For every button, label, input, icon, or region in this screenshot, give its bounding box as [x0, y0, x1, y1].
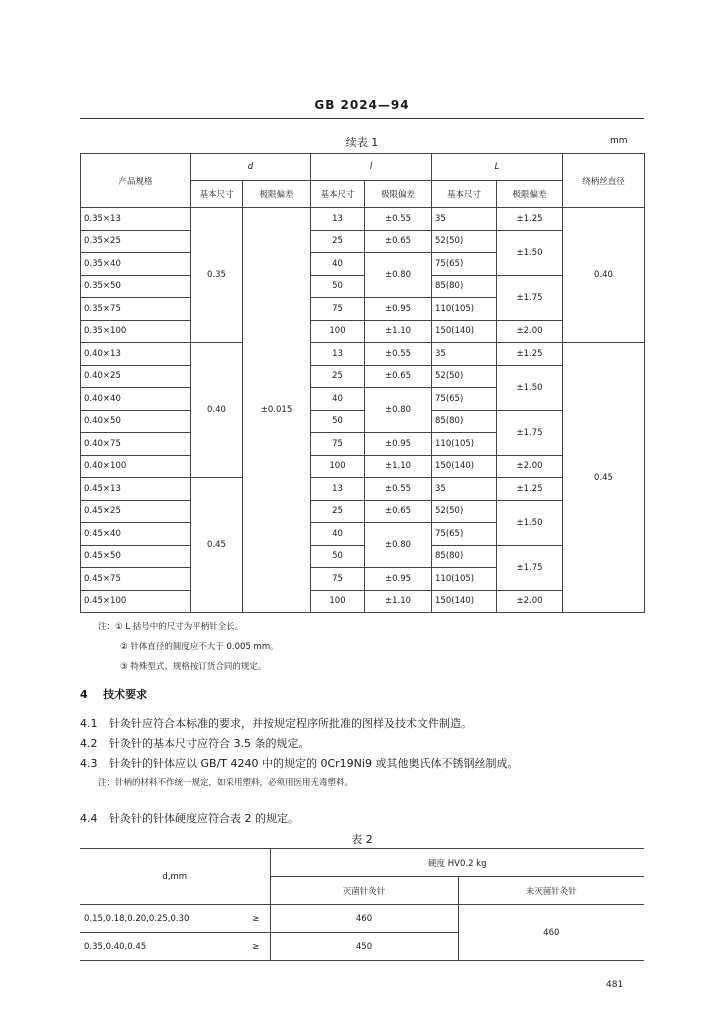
l-nominal-cell: 100: [311, 320, 365, 343]
L-nominal-cell: 75(65): [432, 523, 497, 546]
spec-cell: 0.40×100: [81, 455, 191, 478]
L-nominal-cell: 110(105): [432, 298, 497, 321]
col-nonsterile: 未灭菌针灸针: [458, 877, 644, 905]
col-L: L: [432, 154, 563, 181]
L-tol-cell: ±1.75: [497, 275, 563, 320]
clause-4-4: [80, 810, 299, 826]
l-tol-cell: ±0.65: [365, 500, 432, 523]
L-nominal-cell: 150(140): [432, 590, 497, 613]
spec-cell: 0.45×100: [81, 590, 191, 613]
L-nominal-cell: 52(50): [432, 500, 497, 523]
spec-cell: 0.45×25: [81, 500, 191, 523]
spec-cell: 0.40×50: [81, 410, 191, 433]
table-row: [81, 320, 645, 343]
L-tol-cell: ±1.25: [497, 208, 563, 231]
spec-cell: 0.45×75: [81, 568, 191, 591]
spec-cell: 0.40×75: [81, 433, 191, 456]
section-title: 技术要求: [103, 688, 148, 701]
l-nominal-cell: 25: [311, 500, 365, 523]
header-rule: [80, 118, 644, 119]
d-tolerance-cell: ±0.015: [243, 208, 311, 613]
table-row: [81, 590, 645, 613]
note-item: ③ 特殊型式、规格按订货合同的规定。: [120, 662, 267, 672]
l-tol-cell: ±0.65: [365, 230, 432, 253]
l-tol-cell: ±0.80: [365, 523, 432, 568]
l-nominal-cell: 13: [311, 478, 365, 501]
clause-number: 4.2: [80, 737, 98, 750]
l-tol-cell: ±0.80: [365, 253, 432, 298]
clause-text: 针灸针的针体应以 GB/T 4240 中的规定的 0Cr19Ni9 或其他奥氏体不锈钢丝制成。: [109, 757, 519, 770]
col-l-tolerance: 极限偏差: [365, 181, 432, 208]
table-row: [81, 275, 645, 298]
clause-number: 4.3: [80, 757, 98, 770]
clause-text: 针灸针应符合本标准的要求，并按规定程序所批准的图样及技术文件制造。: [109, 717, 472, 730]
col-d-mm: d,mm: [80, 849, 270, 905]
sterile-value-cell: 450: [270, 933, 458, 961]
L-nominal-cell: 85(80): [432, 275, 497, 298]
table-row: [81, 545, 645, 568]
clause-text: 针灸针的基本尺寸应符合 3.5 条的规定。: [109, 737, 310, 750]
clause-4-1: [80, 715, 472, 731]
col-l: l: [311, 154, 432, 181]
clause-text: 针灸针的针体硬度应符合表 2 的规定。: [109, 812, 299, 825]
l-nominal-cell: 50: [311, 545, 365, 568]
l-tol-cell: ±0.95: [365, 433, 432, 456]
spec-table: [80, 153, 645, 613]
spec-cell: 0.35×25: [81, 230, 191, 253]
hardness-table: [80, 848, 644, 961]
col-sterile: 灭菌针灸针: [270, 877, 458, 905]
l-nominal-cell: 75: [311, 433, 365, 456]
notes-prefix: 注：: [98, 622, 116, 632]
l-nominal-cell: 75: [311, 298, 365, 321]
L-nominal-cell: 150(140): [432, 455, 497, 478]
spec-cell: 0.35×75: [81, 298, 191, 321]
col-hardness: 硬度 HV0.2 kg: [270, 849, 644, 877]
section-number: 4: [80, 688, 88, 701]
table-row: [81, 208, 645, 231]
l-nominal-cell: 50: [311, 410, 365, 433]
L-nominal-cell: 75(65): [432, 388, 497, 411]
page-number: 481: [606, 980, 624, 990]
spec-cell: 0.35×40: [81, 253, 191, 276]
col-handle-wire: 绕柄丝直径: [563, 154, 645, 208]
col-L-nominal: 基本尺寸: [432, 181, 497, 208]
sterile-value-cell: 460: [270, 905, 458, 933]
d-nominal-cell: 0.35: [191, 208, 243, 343]
clause-4-2: [80, 735, 310, 751]
notes-block: [98, 620, 279, 680]
L-nominal-cell: 35: [432, 343, 497, 366]
col-d-tolerance: 极限偏差: [243, 181, 311, 208]
table-row: [80, 905, 644, 933]
l-nominal-cell: 100: [311, 590, 365, 613]
L-nominal-cell: 110(105): [432, 568, 497, 591]
d-nominal-cell: 0.40: [191, 343, 243, 478]
clause-4-3: [80, 755, 518, 771]
table-row: [81, 343, 645, 366]
handle-wire-cell: 0.40: [563, 208, 645, 343]
nonsterile-value-cell: 460: [458, 905, 644, 961]
spec-cell: 0.45×50: [81, 545, 191, 568]
l-nominal-cell: 40: [311, 253, 365, 276]
note-item: ① L 括号中的尺寸为平柄针全长。: [115, 622, 244, 632]
section-heading: [80, 686, 147, 702]
table1-unit: mm: [610, 136, 628, 146]
l-nominal-cell: 13: [311, 208, 365, 231]
table-row: [81, 365, 645, 388]
L-tol-cell: ±1.25: [497, 343, 563, 366]
L-tol-cell: ±1.75: [497, 410, 563, 455]
l-nominal-cell: 75: [311, 568, 365, 591]
col-l-nominal: 基本尺寸: [311, 181, 365, 208]
l-nominal-cell: 100: [311, 455, 365, 478]
l-tol-cell: ±0.95: [365, 568, 432, 591]
operator-cell: ≥: [242, 905, 270, 933]
table-row: [81, 455, 645, 478]
clause-number: 4.4: [80, 812, 98, 825]
L-nominal-cell: 52(50): [432, 230, 497, 253]
L-nominal-cell: 110(105): [432, 433, 497, 456]
l-nominal-cell: 25: [311, 230, 365, 253]
diameter-cell: 0.35,0.40,0.45: [80, 933, 242, 961]
table-row: [81, 230, 645, 253]
L-nominal-cell: 75(65): [432, 253, 497, 276]
L-tol-cell: ±1.50: [497, 500, 563, 545]
L-nominal-cell: 52(50): [432, 365, 497, 388]
L-nominal-cell: 35: [432, 478, 497, 501]
l-tol-cell: ±0.55: [365, 208, 432, 231]
spec-cell: 0.35×50: [81, 275, 191, 298]
l-nominal-cell: 50: [311, 275, 365, 298]
l-nominal-cell: 13: [311, 343, 365, 366]
clause-4-3-note: 注：针柄的材料不作统一规定，如采用塑料，必须用医用无毒塑料。: [98, 778, 354, 788]
spec-cell: 0.40×13: [81, 343, 191, 366]
note-item: ② 针体直径的圆度应不大于 0.005 mm。: [120, 642, 279, 652]
L-nominal-cell: 85(80): [432, 410, 497, 433]
spec-cell: 0.40×40: [81, 388, 191, 411]
l-nominal-cell: 40: [311, 388, 365, 411]
L-tol-cell: ±1.75: [497, 545, 563, 590]
l-tol-cell: ±0.65: [365, 365, 432, 388]
l-tol-cell: ±0.80: [365, 388, 432, 433]
l-tol-cell: ±0.95: [365, 298, 432, 321]
col-spec: 产品规格: [81, 154, 191, 208]
L-nominal-cell: 150(140): [432, 320, 497, 343]
spec-cell: 0.35×100: [81, 320, 191, 343]
operator-cell: ≥: [242, 933, 270, 961]
L-tol-cell: ±1.50: [497, 230, 563, 275]
l-tol-cell: ±1.10: [365, 590, 432, 613]
table2-title: 表 2: [351, 833, 373, 846]
L-tol-cell: ±1.50: [497, 365, 563, 410]
d-nominal-cell: 0.45: [191, 478, 243, 613]
clause-number: 4.1: [80, 717, 98, 730]
table-row: [81, 410, 645, 433]
l-tol-cell: ±1.10: [365, 320, 432, 343]
spec-cell: 0.40×25: [81, 365, 191, 388]
spec-cell: 0.45×40: [81, 523, 191, 546]
spec-cell: 0.35×13: [81, 208, 191, 231]
L-nominal-cell: 85(80): [432, 545, 497, 568]
L-nominal-cell: 35: [432, 208, 497, 231]
table-row: [81, 478, 645, 501]
handle-wire-cell: 0.45: [563, 343, 645, 613]
col-d: d: [191, 154, 311, 181]
document-code: GB 2024—94: [314, 98, 410, 112]
table1-title: 续表 1: [345, 136, 379, 149]
col-d-nominal: 基本尺寸: [191, 181, 243, 208]
L-tol-cell: ±2.00: [497, 320, 563, 343]
l-tol-cell: ±0.55: [365, 343, 432, 366]
L-tol-cell: ±2.00: [497, 455, 563, 478]
table-row: [81, 500, 645, 523]
l-tol-cell: ±0.55: [365, 478, 432, 501]
spec-cell: 0.45×13: [81, 478, 191, 501]
L-tol-cell: ±1.25: [497, 478, 563, 501]
diameter-cell: 0.15,0.18,0.20,0.25,0.30: [80, 905, 242, 933]
l-nominal-cell: 40: [311, 523, 365, 546]
l-nominal-cell: 25: [311, 365, 365, 388]
L-tol-cell: ±2.00: [497, 590, 563, 613]
l-tol-cell: ±1.10: [365, 455, 432, 478]
col-L-tolerance: 极限偏差: [497, 181, 563, 208]
